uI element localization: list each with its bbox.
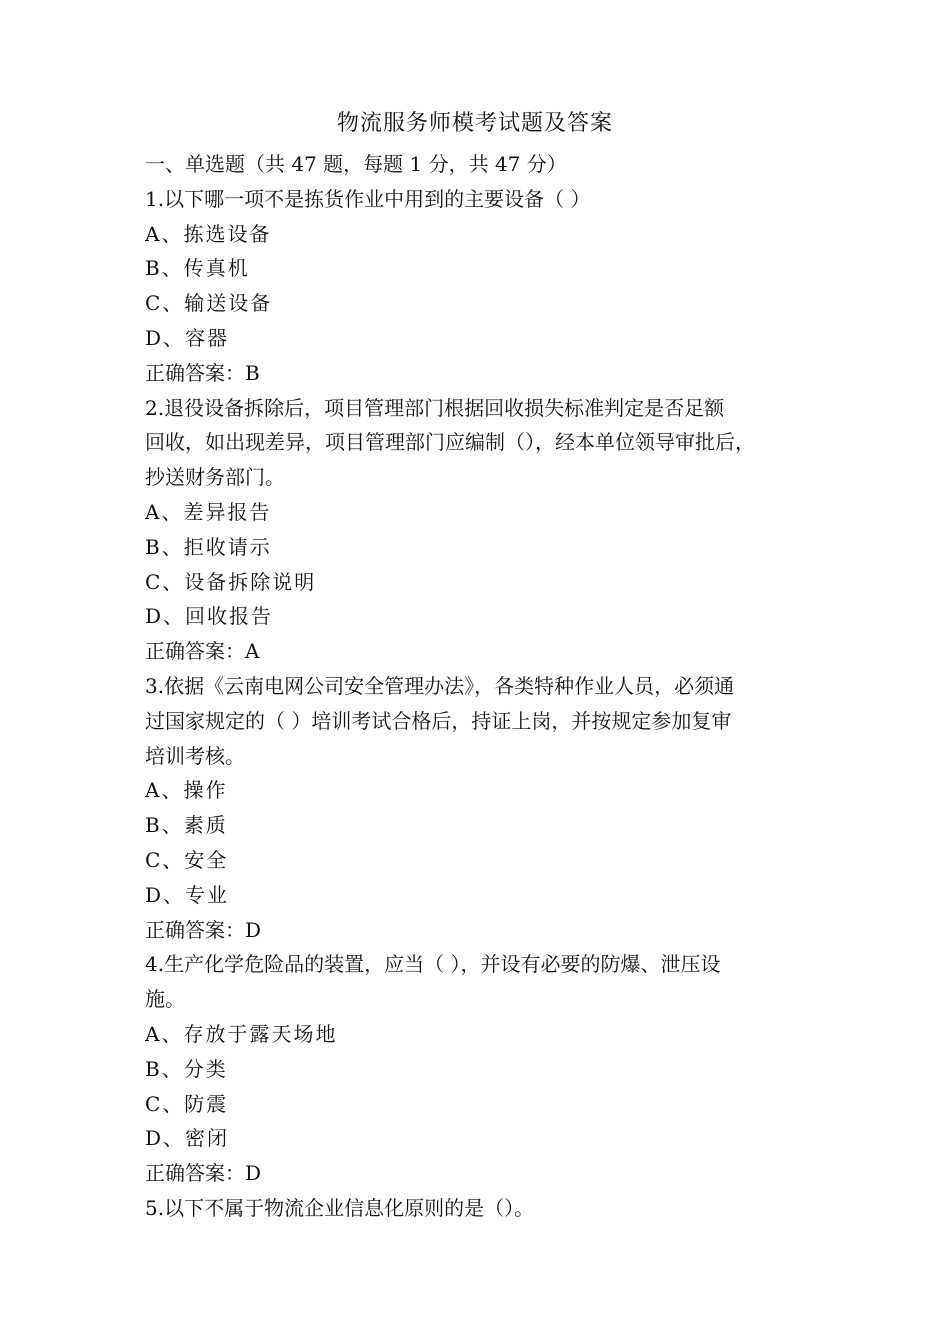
question-1-answer: 正确答案：B <box>145 360 260 385</box>
question-2-option-a: A、差异报告 <box>145 499 272 524</box>
question-1-option-d: D、容器 <box>145 325 230 350</box>
question-2-option-b: B、拒收请示 <box>145 534 272 559</box>
question-4-line-2: 施。 <box>145 987 185 1012</box>
question-1-option-b: B、传真机 <box>145 256 250 281</box>
question-5-line-1 <box>145 1191 825 1226</box>
section-heading: 一、单选题（共 47 题，每题 1 分，共 47 分） <box>145 152 567 176</box>
question-5-text-1: 以下不属于物流企业信息化原则的是（）。 <box>164 1195 535 1220</box>
question-5-number: 5. <box>145 1195 165 1220</box>
question-3-option-a: A、操作 <box>145 778 228 803</box>
question-4-answer: 正确答案：D <box>145 1161 262 1186</box>
question-3-text-1: 依据《云南电网公司安全管理办法》，各类特种作业人员，必须通 <box>164 673 735 698</box>
question-2-text-1: 退役设备拆除后，项目管理部门根据回收损失标准判定是否足额 <box>164 395 725 420</box>
document-title: 物流服务师模考试题及答案 <box>336 111 613 136</box>
question-1-option-a: A、拣选设备 <box>145 221 272 246</box>
question-1-number: 1. <box>145 186 165 211</box>
question-3-line-2: 过国家规定的（ ）培训考试合格后，持证上岗，并按规定参加复审 <box>145 708 732 733</box>
question-4-number: 4. <box>145 952 165 977</box>
question-4-option-d: D、密闭 <box>145 1126 230 1151</box>
question-3-line-1 <box>145 669 825 704</box>
question-2-number: 2. <box>145 395 165 420</box>
question-3-option-c: C、安全 <box>145 847 229 872</box>
question-1-option-c: C、输送设备 <box>145 291 273 316</box>
question-2-option-c: C、设备拆除说明 <box>145 569 317 594</box>
question-4-option-b: B、分类 <box>145 1056 228 1081</box>
question-3-line-3: 培训考核。 <box>145 743 245 768</box>
question-3-number: 3. <box>145 673 165 698</box>
question-4-line-1 <box>145 947 825 982</box>
question-2-line-3: 抄送财务部门。 <box>145 465 285 490</box>
question-4-text-1: 生产化学危险品的装置，应当（ ），并设有必要的防爆、泄压设 <box>164 952 721 977</box>
question-2-answer: 正确答案：A <box>145 639 260 664</box>
question-1-line-1 <box>145 182 825 217</box>
question-3-answer: 正确答案：D <box>145 917 262 942</box>
question-4-option-c: C、防震 <box>145 1091 229 1116</box>
document-body <box>145 147 825 1226</box>
question-2-line-2: 回收，如出现差异，项目管理部门应编制（），经本单位领导审批后， <box>145 430 755 455</box>
question-4-option-a: A、存放于露天场地 <box>145 1021 338 1046</box>
question-3-option-d: D、专业 <box>145 882 230 907</box>
question-2-option-d: D、回收报告 <box>145 604 274 629</box>
question-3-option-b: B、素质 <box>145 813 228 838</box>
question-1-text: 以下哪一项不是拣货作业中用到的主要设备（ ） <box>164 186 591 211</box>
question-2-line-1 <box>145 391 825 426</box>
